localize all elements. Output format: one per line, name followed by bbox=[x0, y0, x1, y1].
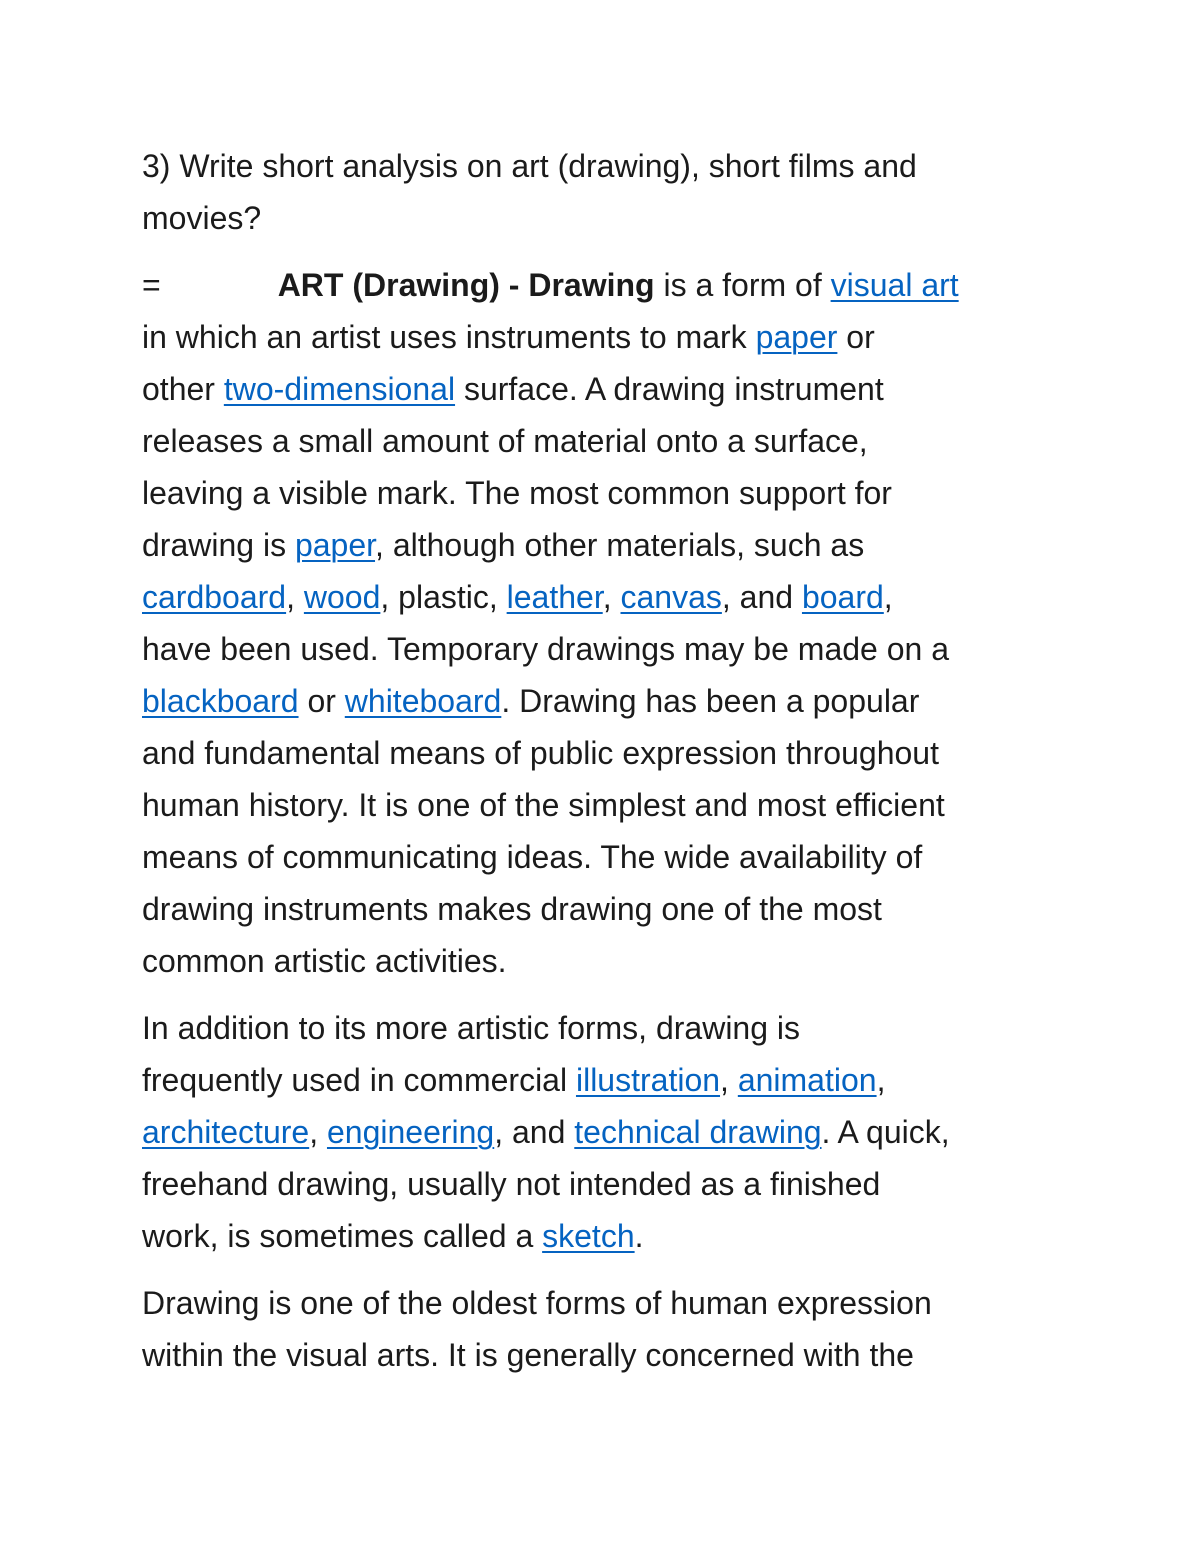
answer-paragraph-2 bbox=[142, 1002, 1072, 1262]
paragraph-spacer bbox=[142, 987, 1072, 1002]
body-text: is a form of bbox=[654, 267, 831, 303]
text-line: means of communicating ideas. The wide availability of bbox=[142, 839, 923, 875]
body-text: , and bbox=[494, 1114, 575, 1150]
body-text: drawing is bbox=[142, 527, 295, 563]
section-heading: ART (Drawing) - Drawing bbox=[277, 267, 655, 303]
link-architecture[interactable]: architecture bbox=[142, 1114, 310, 1150]
text-line bbox=[142, 1210, 1072, 1262]
paragraph-spacer bbox=[142, 1262, 1072, 1277]
body-text: , bbox=[883, 579, 893, 615]
question-line-1: 3) Write short analysis on art (drawing), short films and bbox=[142, 148, 917, 184]
text-line: Drawing is one of the oldest forms of human expression bbox=[142, 1285, 932, 1321]
text-line: In addition to its more artistic forms, drawing is bbox=[142, 1010, 801, 1046]
text-line: drawing instruments makes drawing one of the most bbox=[142, 891, 882, 927]
text-line: common artistic activities. bbox=[142, 943, 507, 979]
text-line bbox=[142, 675, 1072, 727]
text-line bbox=[142, 1054, 1072, 1106]
body-text: , and bbox=[721, 579, 802, 615]
text-line bbox=[142, 363, 1072, 415]
body-text: or bbox=[298, 683, 345, 719]
answer-paragraph-1 bbox=[142, 259, 1072, 987]
text-line bbox=[142, 311, 1072, 363]
body-text: frequently used in commercial bbox=[142, 1062, 576, 1098]
body-text: , bbox=[720, 1062, 738, 1098]
body-text: , bbox=[602, 579, 621, 615]
answer-marker: = bbox=[142, 267, 161, 303]
link-leather[interactable]: leather bbox=[506, 579, 603, 615]
body-text: . A quick, bbox=[821, 1114, 950, 1150]
body-text: , bbox=[286, 579, 304, 615]
link-two-dimensional[interactable]: two-dimensional bbox=[223, 371, 456, 407]
body-text: , plastic, bbox=[380, 579, 507, 615]
link-whiteboard[interactable]: whiteboard bbox=[344, 683, 502, 719]
question-paragraph bbox=[142, 140, 1072, 244]
link-technical-drawing[interactable]: technical drawing bbox=[574, 1114, 822, 1150]
link-cardboard[interactable]: cardboard bbox=[142, 579, 287, 615]
link-canvas[interactable]: canvas bbox=[620, 579, 722, 615]
link-wood[interactable]: wood bbox=[303, 579, 381, 615]
body-text: surface. A drawing instrument bbox=[455, 371, 884, 407]
text-line: releases a small amount of material onto a surface, bbox=[142, 423, 868, 459]
body-text: . bbox=[634, 1218, 644, 1254]
body-text: , bbox=[309, 1114, 327, 1150]
text-line: leaving a visible mark. The most common support for bbox=[142, 475, 892, 511]
body-text: . Drawing has been a popular bbox=[501, 683, 920, 719]
text-line bbox=[142, 519, 1072, 571]
body-text: , although other materials, such as bbox=[375, 527, 865, 563]
link-sketch[interactable]: sketch bbox=[542, 1218, 635, 1254]
text-line: within the visual arts. It is generally concerned with the bbox=[142, 1337, 914, 1373]
body-text: work, is sometimes called a bbox=[142, 1218, 543, 1254]
link-paper[interactable]: paper bbox=[294, 527, 376, 563]
link-paper[interactable]: paper bbox=[755, 319, 838, 355]
link-visual-art[interactable]: visual art bbox=[830, 267, 959, 303]
answer-paragraph-3 bbox=[142, 1277, 1072, 1381]
body-text: , bbox=[876, 1062, 886, 1098]
paragraph-spacer bbox=[142, 244, 1072, 259]
link-board[interactable]: board bbox=[801, 579, 884, 615]
text-line: human history. It is one of the simplest and most efficient bbox=[142, 787, 945, 823]
link-illustration[interactable]: illustration bbox=[575, 1062, 721, 1098]
text-line: and fundamental means of public expression throughout bbox=[142, 735, 939, 771]
link-animation[interactable]: animation bbox=[737, 1062, 877, 1098]
text-line bbox=[142, 1106, 1072, 1158]
link-engineering[interactable]: engineering bbox=[326, 1114, 495, 1150]
body-text: in which an artist uses instruments to mark bbox=[142, 319, 756, 355]
text-line bbox=[142, 259, 1072, 311]
question-line-2: movies? bbox=[142, 200, 262, 236]
body-text: or bbox=[837, 319, 875, 355]
text-line bbox=[142, 571, 1072, 623]
text-line: freehand drawing, usually not intended as a finished bbox=[142, 1166, 881, 1202]
link-blackboard[interactable]: blackboard bbox=[142, 683, 299, 719]
document-body bbox=[142, 140, 1072, 1381]
body-text: other bbox=[142, 371, 224, 407]
text-line: have been used. Temporary drawings may be made on a bbox=[142, 631, 949, 667]
